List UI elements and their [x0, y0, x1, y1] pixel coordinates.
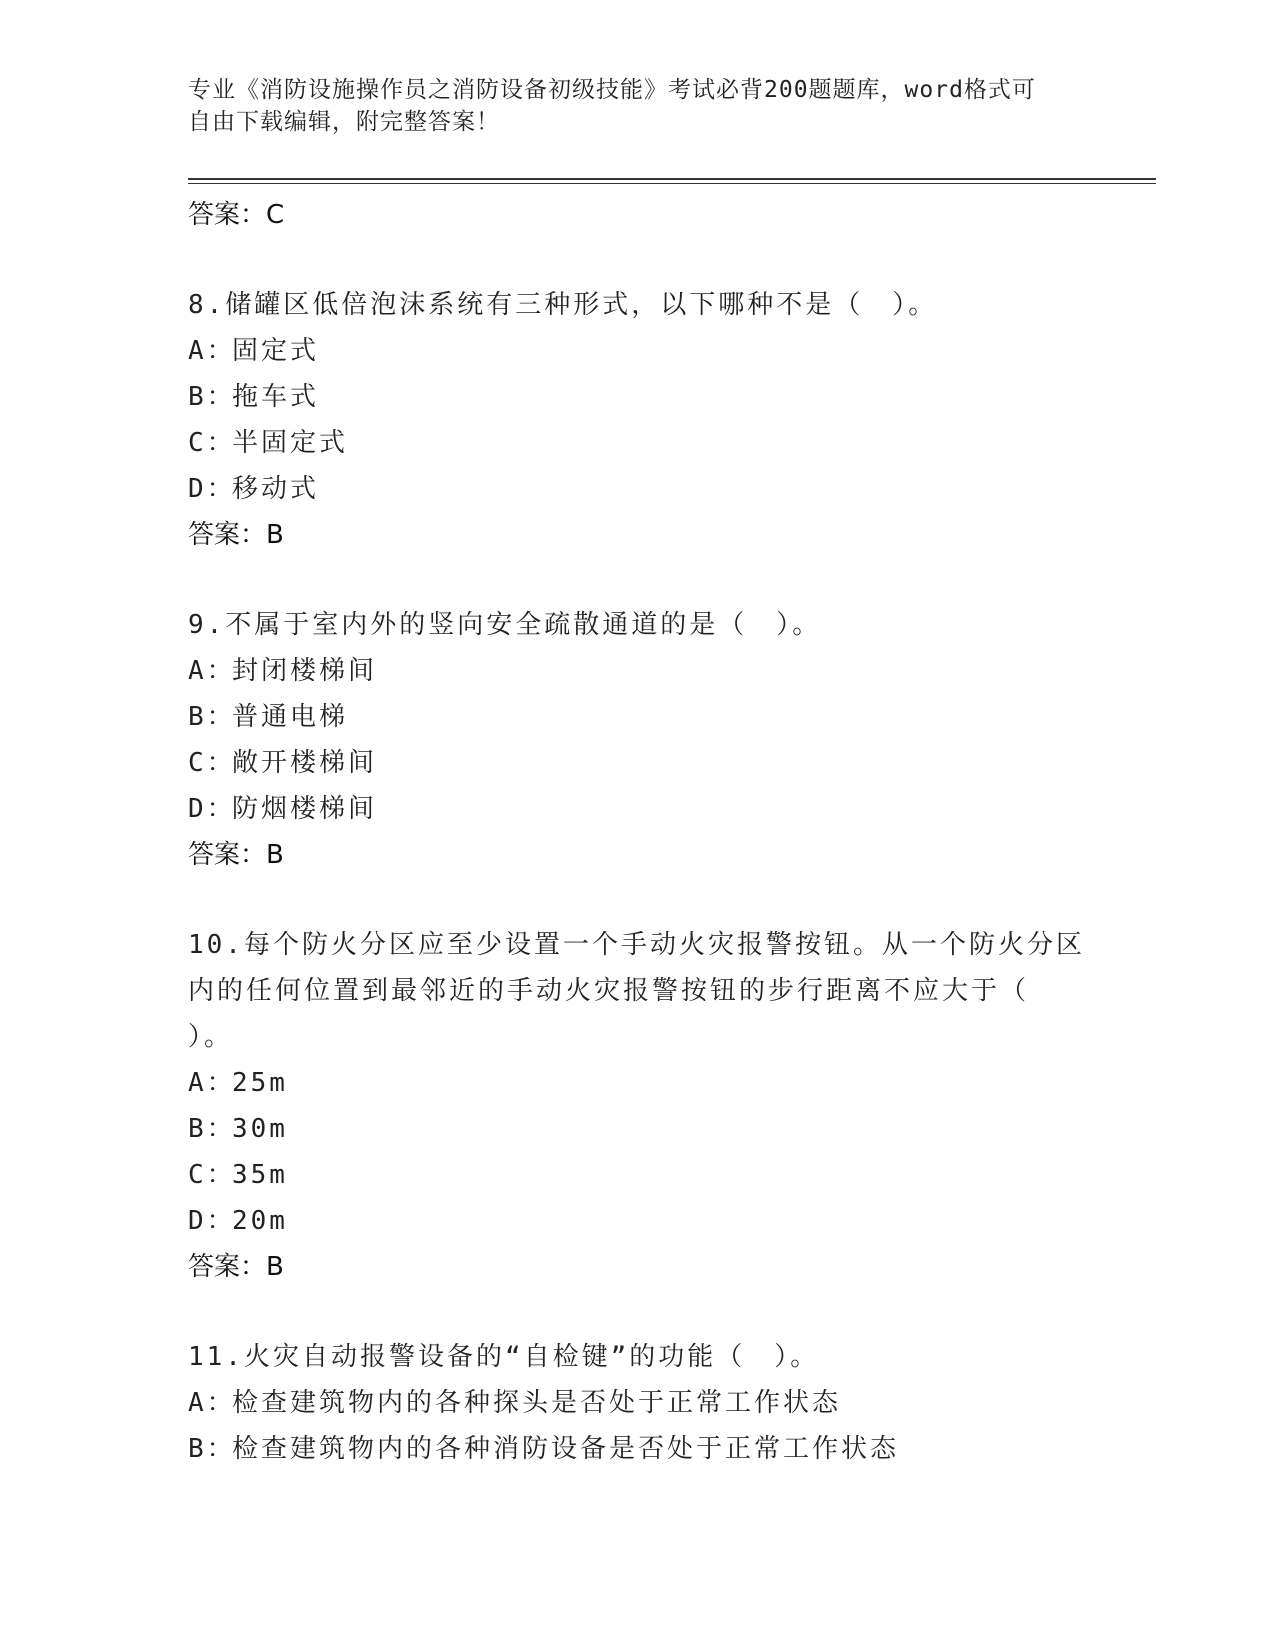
option-letter: B：: [188, 382, 236, 412]
question-line: 8.储罐区低倍泡沫系统有三种形式，以下哪种不是（ ）。: [188, 290, 938, 320]
answer-label: 答案：B: [188, 840, 284, 870]
answer-label: 答案：B: [188, 520, 284, 550]
option-letter: B：: [188, 1114, 236, 1144]
question-line: 内的任何位置到最邻近的手动火灾报警按钮的步行距离不应大于（: [188, 976, 1030, 1006]
option-letter: A：: [188, 656, 236, 686]
option-c: [188, 740, 1088, 786]
question-line: 11.火灾自动报警设备的“自检键”的功能（ ）。: [188, 1342, 820, 1372]
question-line: 9.不属于室内外的竖向安全疏散通道的是（ ）。: [188, 610, 822, 640]
option-text: 检查建筑物内的各种探头是否处于正常工作状态: [232, 1388, 842, 1418]
option-d: [188, 1198, 1088, 1244]
option-text: 封闭楼梯间: [232, 656, 378, 686]
option-c: [188, 420, 1088, 466]
option-letter: A：: [188, 1068, 236, 1098]
option-a: [188, 328, 1088, 374]
question-line: 10.每个防火分区应至少设置一个手动火灾报警按钮。从一个防火分区: [188, 930, 1085, 960]
question-text: [188, 282, 1088, 328]
question-text: [188, 1334, 1088, 1380]
option-letter: A：: [188, 336, 236, 366]
question-item: [188, 602, 1088, 878]
question-line: ）。: [188, 1022, 234, 1052]
option-letter: B：: [188, 1434, 236, 1464]
option-d: [188, 466, 1088, 512]
question-item: [188, 922, 1088, 1290]
option-text: 普通电梯: [232, 702, 349, 732]
option-b: [188, 374, 1088, 420]
header-line-2: 自由下载编辑，附完整答案！: [188, 109, 500, 135]
option-text: 敞开楼梯间: [232, 748, 378, 778]
option-a: [188, 1060, 1088, 1106]
option-letter: A：: [188, 1388, 236, 1418]
option-a: [188, 648, 1088, 694]
question-item: [188, 282, 1088, 558]
option-text: 检查建筑物内的各种消防设备是否处于正常工作状态: [232, 1434, 900, 1464]
option-b: [188, 1106, 1088, 1152]
option-text: 防烟楼梯间: [232, 794, 378, 824]
option-b: [188, 694, 1088, 740]
answer-label: 答案：C: [188, 200, 285, 230]
option-b: [188, 1426, 1088, 1472]
option-letter: D：: [188, 1206, 236, 1236]
question-list: [188, 188, 1088, 1472]
option-text: 30m: [232, 1114, 288, 1144]
option-text: 半固定式: [232, 428, 349, 458]
question-text: [188, 602, 1088, 648]
answer-label: 答案：B: [188, 1252, 284, 1282]
option-text: 固定式: [232, 336, 320, 366]
option-text: 移动式: [232, 474, 320, 504]
option-text: 20m: [232, 1206, 288, 1236]
option-text: 35m: [232, 1160, 288, 1190]
header-line-1: 专业《消防设施操作员之消防设备初级技能》考试必背200题题库，word格式可: [188, 77, 1036, 103]
document-header: [188, 74, 1068, 138]
option-letter: C：: [188, 1160, 236, 1190]
question-item: [188, 1334, 1088, 1472]
option-text: 拖车式: [232, 382, 320, 412]
question-text: [188, 922, 1088, 1060]
option-text: 25m: [232, 1068, 288, 1098]
option-d: [188, 786, 1088, 832]
option-letter: C：: [188, 428, 236, 458]
option-letter: D：: [188, 794, 236, 824]
header-divider-thin: [188, 183, 1156, 184]
option-letter: D：: [188, 474, 236, 504]
option-letter: B：: [188, 702, 236, 732]
option-letter: C：: [188, 748, 236, 778]
option-c: [188, 1152, 1088, 1198]
header-divider-thick: [188, 178, 1156, 180]
option-a: [188, 1380, 1088, 1426]
